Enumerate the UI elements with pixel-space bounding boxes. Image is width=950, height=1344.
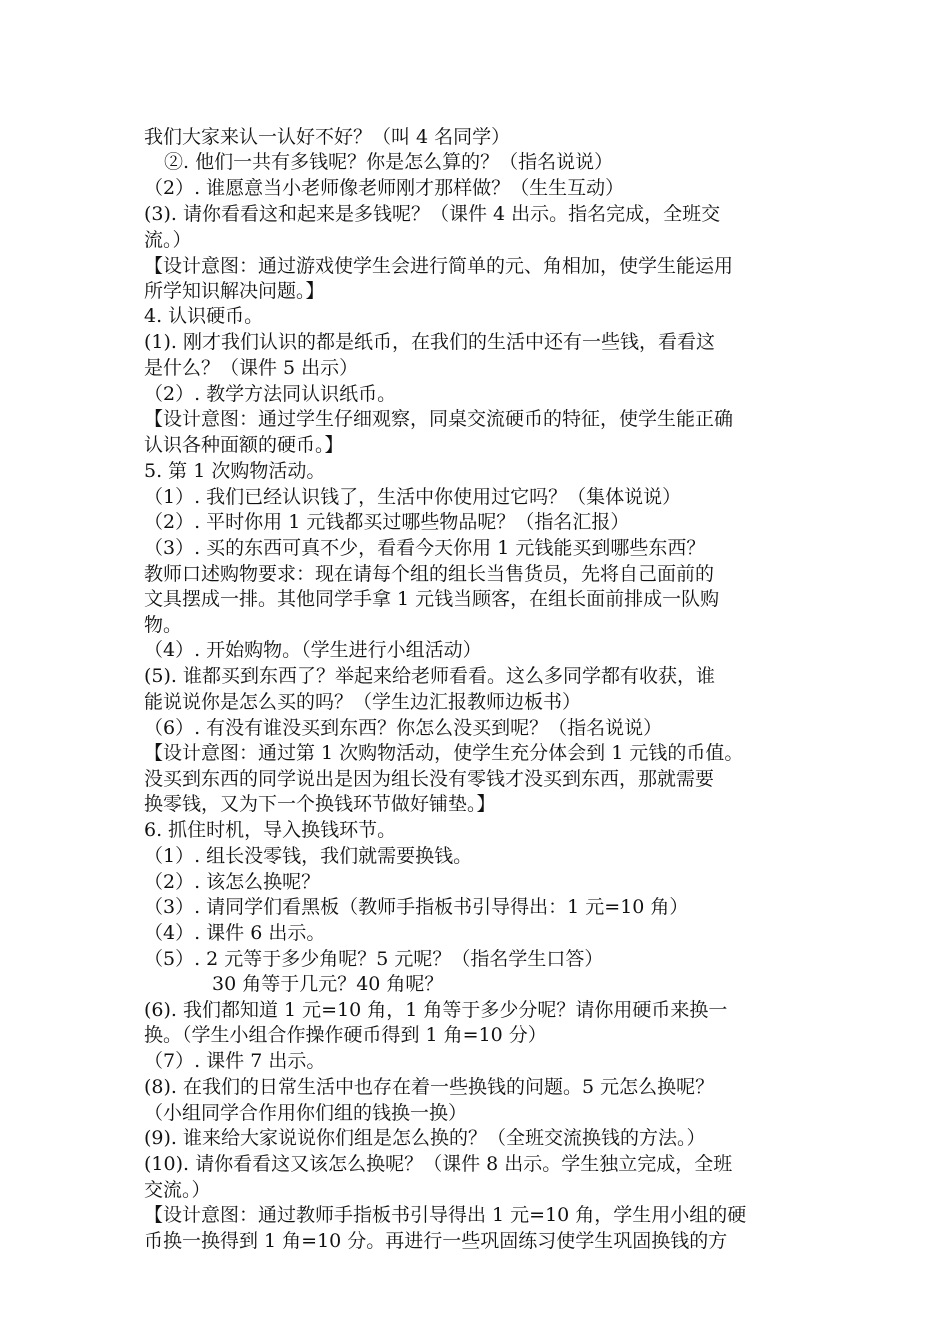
text-line: （2）. 平时你用 1 元钱都买过哪些物品呢？（指名汇报） (144, 511, 630, 533)
section-heading: 5. 第 1 次购物活动。 (144, 460, 326, 482)
text-line: ②. 他们一共有多钱呢？你是怎么算的？（指名说说） (164, 151, 614, 173)
text-line: （2）. 教学方法同认识纸币。 (144, 383, 397, 405)
text-line: (9). 谁来给大家说说你们组是怎么换的？（全班交流换钱的方法。） (144, 1127, 706, 1149)
text-line: (1). 刚才我们认识的都是纸币，在我们的生活中还有一些钱，看看这 (144, 331, 715, 353)
text-line: （6）. 有没有谁没买到东西？你怎么没买到呢？（指名说说） (144, 717, 663, 739)
text-line: 能说说你是怎么买的吗？（学生边汇报教师边板书） (144, 691, 582, 713)
section-heading: 4. 认识硬币。 (144, 305, 264, 327)
text-line: 交流。） (144, 1179, 211, 1201)
text-line: 【设计意图：通过学生仔细观察，同桌交流硬币的特征，使学生能正确 (144, 408, 734, 430)
text-line: 换零钱，又为下一个换钱环节做好铺垫。】 (144, 793, 496, 815)
text-line: （1）. 我们已经认识钱了，生活中你使用过它吗？（集体说说） (144, 486, 682, 508)
text-line: (3). 请你看看这和起来是多钱呢？（课件 4 出示。指名完成，全班交 (144, 203, 721, 225)
text-line: 教师口述购物要求：现在请每个组的组长当售货员，先将自己面前的 (144, 563, 715, 585)
text-line: 物。 (144, 614, 183, 636)
text-line: （3）. 买的东西可真不少，看看今天你用 1 元钱能买到哪些东西？ (144, 537, 706, 559)
text-line: 我们大家来认一认好不好？（叫 4 名同学） (144, 126, 511, 148)
text-line: （7）. 课件 7 出示。 (144, 1050, 326, 1072)
section-heading: 6. 抓住时机，导入换钱环节。 (144, 819, 397, 841)
text-line: 【设计意图：通过游戏使学生会进行简单的元、角相加，使学生能运用 (144, 255, 734, 277)
text-line: 所学知识解决问题。】 (144, 280, 325, 302)
text-line: 认识各种面额的硬币。】 (144, 434, 344, 456)
text-line: 币换一换得到 1 角=10 分。再进行一些巩固练习使学生巩固换钱的方 (144, 1230, 728, 1252)
text-line: （2）. 该怎么换呢？ (144, 871, 321, 893)
text-line: 没买到东西的同学说出是因为组长没有零钱才没买到东西，那就需要 (144, 768, 715, 790)
text-line: （小组同学合作用你们组的钱换一换） (144, 1102, 468, 1124)
text-line: 换。（学生小组合作操作硬币得到 1 角=10 分） (144, 1024, 547, 1046)
text-line: 是什么？（课件 5 出示） (144, 357, 359, 379)
text-line: (5). 谁都买到东西了？举起来给老师看看。这么多同学都有收获，谁 (144, 665, 715, 687)
text-line: 30 角等于几元？40 角呢？ (212, 973, 444, 995)
text-line: (10). 请你看看这又该怎么换呢？（课件 8 出示。学生独立完成，全班 (144, 1153, 733, 1175)
text-line: （4）. 课件 6 出示。 (144, 922, 326, 944)
text-line: （1）. 组长没零钱，我们就需要换钱。 (144, 845, 473, 867)
text-line: 【设计意图：通过第 1 次购物活动，使学生充分体会到 1 元钱的币值。 (144, 742, 744, 764)
text-line: （3）. 请同学们看黑板（教师手指板书引导得出：1 元=10 角） (144, 896, 689, 918)
text-line: 流。） (144, 229, 192, 251)
text-line: (6). 我们都知道 1 元=10 角，1 角等于多少分呢？请你用硬币来换一 (144, 999, 728, 1021)
text-line: （4）. 开始购物。（学生进行小组活动） (144, 639, 482, 661)
text-line: (8). 在我们的日常生活中也存在着一些换钱的问题。5 元怎么换呢？ (144, 1076, 715, 1098)
text-line: （5）. 2 元等于多少角呢？5 元呢？（指名学生口答） (144, 948, 604, 970)
text-line: 文具摆成一排。其他同学手拿 1 元钱当顾客，在组长面前排成一队购 (144, 588, 720, 610)
text-line: （2）. 谁愿意当小老师像老师刚才那样做？（生生互动） (144, 177, 625, 199)
text-line: 【设计意图：通过教师手指板书引导得出 1 元=10 角，学生用小组的硬 (144, 1204, 747, 1226)
